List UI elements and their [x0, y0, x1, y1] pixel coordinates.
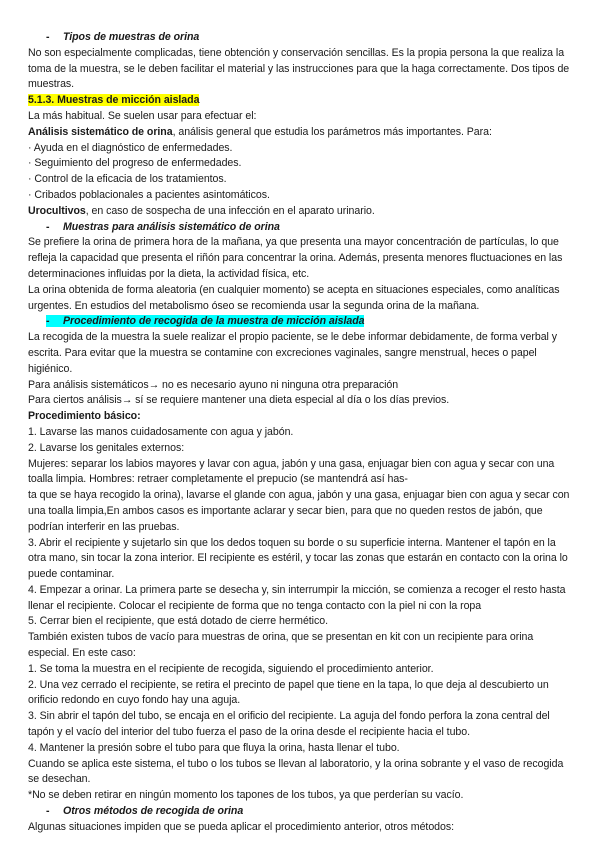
paragraph-otros: Algunas situaciones impiden que se pueda aplicar el procedimiento anterior, otros métodos:	[28, 820, 454, 833]
section-title-5-1-3	[28, 93, 573, 109]
step-item: 2. Lavarse los genitales externos:	[28, 441, 185, 454]
list-item: · Seguimiento del progreso de enfermedades.	[28, 157, 242, 170]
procedimiento-basico-title: Procedimiento básico:	[28, 410, 141, 423]
heading-tipos-muestras: - Tipos de muestras de orina	[46, 31, 200, 43]
step-item: ta que se haya recogido la orina), lavarse el glande con agua, jabón y una gasa, enjuagar bien con agua y secar con una toalla limpia,En ambos casos es importante aclarar y secar bien, para que no queden restos de jabón, que podrían interferir en las pruebas.	[28, 489, 570, 533]
paragraph-ayuno: Para análisis sistemáticos→ no es necesario ayuno ni ninguna otra preparación	[28, 378, 399, 391]
step-item: Mujeres: separar los labios mayores y lavar con agua, jabón y una gasa, enjuagar bien con agua y secar con una toalla limpia. Hombres: retraer completamente el prepucio (se mantendrá así has-	[28, 457, 555, 486]
paragraph-aleatoria: La orina obtenida de forma aleatoria (en cualquier momento) se acepta en situaciones especiales, como analíticas urgentes. En estudios del metabolismo óseo se recomienda usar la segunda orina de la mañana.	[28, 283, 560, 312]
step-item: 4. Mantener la presión sobre el tubo para que fluya la orina, hasta llenar el tubo.	[28, 741, 400, 754]
step-item: 3. Sin abrir el tapón del tubo, se encaja en el orificio del recipiente. La aguja del fondo perfora la zona central del tapón y el vacío del interior del tubo fuerza el paso de la orina desde el recipiente hacia el tubo.	[28, 710, 550, 739]
list-item: · Ayuda en el diagnóstico de enfermedades.	[28, 141, 233, 154]
paragraph-habitual: La más habitual. Se suelen usar para efectuar el:	[28, 109, 257, 122]
list-item: · Cribados poblacionales a pacientes asintomáticos.	[28, 188, 270, 201]
section-title-text: 5.1.3. Muestras de micción aislada	[28, 94, 200, 107]
step-item: 1. Lavarse las manos cuidadosamente con agua y jabón.	[28, 425, 294, 438]
paragraph-tipos: No son especialmente complicadas, tiene obtención y conservación sencillas. Es la propia persona la que realiza la toma de la muestra, se le deben facilitar el material y las instrucciones para que la haga correctamente. Dos tipos de muestras.	[28, 46, 570, 91]
urocultivos-definition: , en caso de sospecha de una infección en el aparato urinario.	[85, 204, 375, 217]
paragraph-recogida: La recogida de la muestra la suele realizar el propio paciente, se le debe informar debidamente, de forma verbal y escrita. Para evitar que la muestra se contamine con excreciones vaginales, sangre menstrual, heces o papel higiénico.	[28, 331, 558, 375]
paragraph-urocultivos	[28, 204, 573, 220]
term-urocultivos: Urocultivos	[28, 204, 86, 217]
heading-text: Procedimiento de recogida de la muestra de micción aislada	[63, 315, 365, 328]
term-analisis: Análisis sistemático de orina	[28, 125, 173, 138]
step-item: 5. Cerrar bien el recipiente, que está dotado de cierre hermético.	[28, 615, 328, 628]
paragraph-tubos-vacio: También existen tubos de vacío para muestras de orina, que se presentan en kit con un recipiente para orina especial. En este caso:	[28, 631, 534, 660]
paragraph-dieta: Para ciertos análisis→ sí se requiere mantener una dieta especial al día o los días previos.	[28, 394, 450, 407]
list-item: · Control de la eficacia de los tratamientos.	[28, 173, 227, 186]
analisis-definition: , análisis general que estudia los parámetros más importantes. Para:	[172, 125, 492, 138]
heading-text: Muestras para análisis sistemático de orina	[63, 220, 280, 233]
heading-text: Otros métodos de recogida de orina	[63, 805, 244, 818]
heading-muestras-analisis: - Muestras para análisis sistemático de orina	[46, 220, 280, 233]
heading-text: Tipos de muestras de orina	[63, 31, 200, 43]
step-item: 2. Una vez cerrado el recipiente, se retira el precinto de papel que tiene en la tapa, lo que deja al descubierto un orificio redondo en cuyo fondo hay una aguja.	[28, 678, 549, 707]
paragraph-sistema: Cuando se aplica este sistema, el tubo o los tubos se llevan al laboratorio, y la orina sobrante y el vaso de recogida se desechan.	[28, 757, 564, 786]
heading-procedimiento: - Procedimiento de recogida de la muestra de micción aislada	[46, 315, 365, 328]
paragraph-nota: *No se deben retirar en ningún momento los tapones de los tubos, ya que perderían su vacío.	[28, 789, 464, 802]
step-item: 3. Abrir el recipiente y sujetarlo sin que los dedos toquen su borde o su superficie interna. Mantener el tapón en la otra mano, sin tocar la zona interior. El recipiente es estéril, y tocar las zonas que estarán en contacto con la orina lo puede contaminar.	[28, 536, 568, 581]
step-item: 1. Se toma la muestra en el recipiente de recogida, siguiendo el procedimiento anterior.	[28, 662, 434, 675]
paragraph-analisis	[28, 125, 573, 141]
document-page	[28, 30, 573, 836]
heading-otros-metodos: - Otros métodos de recogida de orina	[46, 805, 244, 818]
paragraph-primera-hora: Se prefiere la orina de primera hora de la mañana, ya que presenta una mayor concentración de partículas, lo que refleja la capacidad que presenta el riñón para concentrar la orina. Además, presenta menores fluctuaciones en las determinaciones influidas por la dieta, la actividad física, etc.	[28, 236, 563, 280]
step-item: 4. Empezar a orinar. La primera parte se desecha y, sin interrumpir la micción, se comienza a recoger el resto hasta llenar el recipiente. Colocar el recipiente de forma que no tenga contacto con la piel ni con la ropa	[28, 583, 566, 612]
